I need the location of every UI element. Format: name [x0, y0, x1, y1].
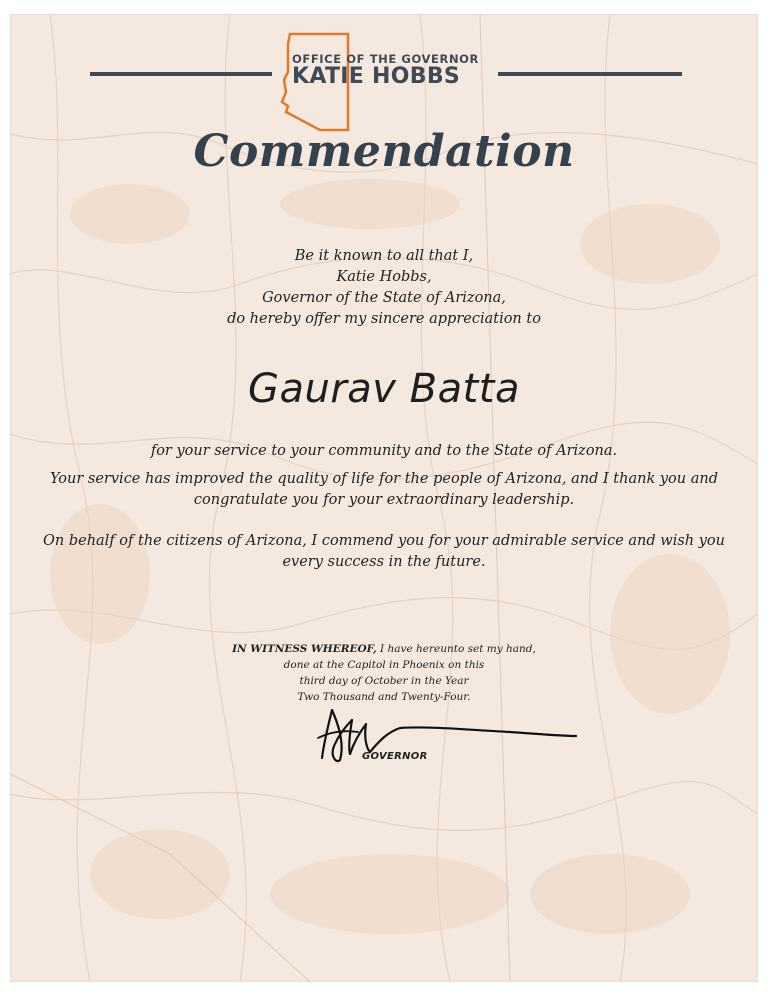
appreciation-paragraph: Your service has improved the quality of life for the people of Arizona, and I thank you and congratulate you for your extraordinary leadership. — [49, 471, 718, 508]
signature-title: GOVERNOR — [362, 751, 428, 762]
intro-line: Be it known to all that I, — [294, 248, 474, 264]
witness-line-4: Two Thousand and Twenty-Four. — [297, 691, 471, 703]
witness-line-1-rest: I have hereunto set my hand, — [376, 643, 536, 655]
intro-text — [10, 246, 758, 330]
office-label: OFFICE OF THE GOVERNOR — [292, 52, 480, 66]
witness-line-2: done at the Capitol in Phoenix on this — [283, 659, 485, 671]
governor-signature — [310, 702, 580, 766]
intro-line: do hereby offer my sincere appreciation to — [227, 311, 541, 327]
header-rule-right — [498, 72, 682, 76]
governor-name-logo: KATIE HOBBS — [292, 64, 461, 89]
certificate-paper — [10, 14, 758, 982]
service-statement: for your service to your community and to the State of Arizona. — [150, 443, 618, 459]
certificate-title: Commendation — [193, 126, 575, 177]
header-rule-left — [90, 72, 272, 76]
witness-lead: IN WITNESS WHEREOF, — [232, 643, 377, 655]
intro-line: Governor of the State of Arizona, — [262, 290, 506, 306]
recipient-name: Gaurav Batta — [247, 366, 521, 412]
witness-line-1 — [10, 641, 758, 657]
witness-line-3: third day of October in the Year — [299, 675, 469, 687]
commendation-paragraph: On behalf of the citizens of Arizona, I commend you for your admirable service and wish you every success in the future. — [43, 533, 725, 570]
witness-block — [10, 641, 758, 705]
intro-line: Katie Hobbs, — [336, 269, 432, 285]
